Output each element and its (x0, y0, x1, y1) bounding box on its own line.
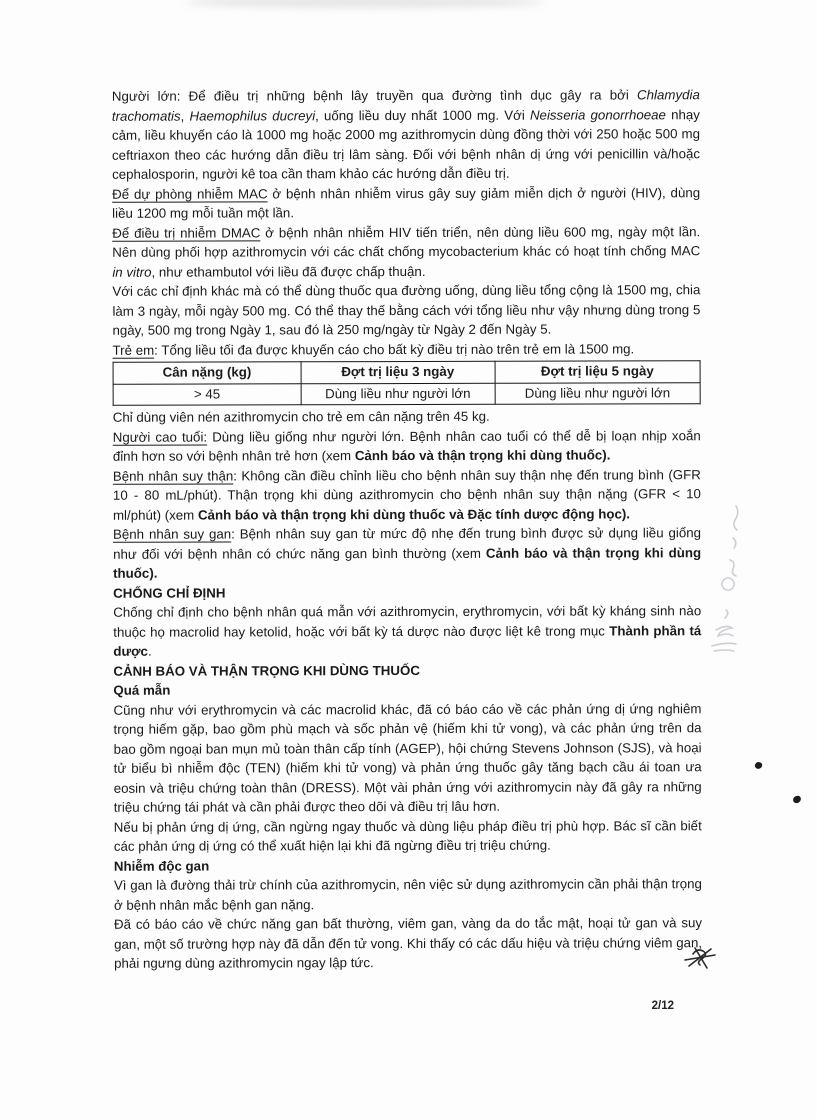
text-segment: CẢNH BÁO VÀ THẬN TRỌNG KHI DÙNG THUỐC (113, 662, 420, 679)
table-cell: > 45 (113, 383, 301, 405)
text-segment: CHỐNG CHỈ ĐỊNH (113, 584, 226, 601)
text-segment: ở bệnh nhân nhiễm HIV tiến triển, nên dùng liều 600 mg, ngày một lần. Nên dùng phối hợp azithromycin với các chất chống mycobacterium khác có hoạt tính chống MAC (112, 223, 701, 260)
hypersensitivity-paragraph-2 (114, 816, 702, 857)
text-segment: Để dự phòng nhiễm MAC (112, 185, 268, 202)
text-segment: Chlamydia trachomatis (111, 87, 700, 124)
text-segment: Haemophilus ducreyi (189, 107, 316, 124)
text-segment: Bệnh nhân suy gan (112, 526, 232, 542)
table-cell: Dùng liều như người lớn (495, 382, 701, 404)
text-segment: in vitro (112, 264, 152, 280)
text-segment: Dùng liều giống như người lớn. Bệnh nhân cao tuổi có thể dễ bị loạn nhịp xoắn đỉnh hơn so với bệnh nhân trẻ hơn (xem (112, 427, 701, 464)
ink-speck (754, 761, 763, 770)
hypersensitivity-paragraph-1 (113, 699, 701, 818)
document-body (112, 85, 702, 973)
table-row (113, 382, 700, 405)
text-segment: Bệnh nhân suy thận (112, 467, 234, 484)
text-segment: Quá mẫn (113, 682, 171, 698)
text-segment: Cảnh báo và thận trọng khi dùng thuốc). (354, 447, 611, 464)
table-header-cell: Đợt trị liệu 3 ngày (301, 361, 495, 383)
text-segment: Với các chỉ định khác mà có thể dùng thuốc qua đường uống, dùng liều tổng cộng là 1500 mg, chia làm 3 ngày, mỗi ngày 500 mg. Có thể thay thế bằng cách với tổng liều như vậy nhưng dùng trong 5 ngày, 500 mg trong Ngày 1, sau đó là 250 mg/ngày từ Ngày 2 đến Ngày 5. (112, 282, 701, 338)
page-number: 2/12 (651, 1000, 674, 1012)
text-segment: : Không cần điều chỉnh liều cho bệnh nhân suy thận nhẹ đến trung bình (GFR 10 - 80 mL/phút). Thận trọng khi dùng azithromycin cho bệnh nhân suy thận nặng (GFR < 10 ml/phút) (xem (112, 466, 701, 523)
text-segment: Để điều trị nhiễm DMAC (112, 224, 261, 241)
mac-prophylaxis-paragraph (112, 183, 700, 224)
children-dosing-paragraph (113, 339, 701, 360)
handwritten-scribble-icon (683, 944, 719, 972)
text-segment: : Tổng liều tối đa được khuyến cáo cho bất kỳ điều trị nào trên trẻ em là 1500 mg. (154, 340, 635, 358)
dmac-treatment-paragraph (112, 222, 700, 282)
text-segment: . (147, 643, 152, 659)
elderly-paragraph (113, 426, 701, 467)
hepatotoxicity-paragraph-2 (114, 913, 702, 973)
text-segment: nhạy cảm, liều khuyến cáo là 1000 mg hoặc 2000 mg azithromycin dùng đồng thời với 250 hoặc 500 mg ceftriaxon theo các hướng dẫn điều trị lâm sàng. Đối với bệnh nhân dị ứng với penicillin và/hoặc cephalosporin, người kê toa cần tham khảo các hướng dẫn điều trị. (111, 106, 701, 182)
text-segment: Đã có báo cáo về chức năng gan bất thường, viêm gan, vàng da do tắc mật, hoại tử gan và suy gan, một số trường hợp này đã dẫn đến tử vong. Khi thấy có các dấu hiệu và triệu chứng viêm gan, phải ngưng dùng azithromycin ngay lập tức. (114, 915, 703, 971)
ink-speck (792, 795, 802, 804)
text-segment: Cũng như với erythromycin và các macrolid khác, đã có báo cáo về các phản ứng dị ứng nghiêm trọng hiếm gặp, bao gồm phù mạch và sốc phản vệ (hiếm khi tử vong), và các phản ứng trên da bao gồm ngoại ban mụn mủ toàn thân cấp tính (AGEP), hội chứng Stevens Johnson (SJS), và hoại tử biểu bì nhiễm độc (TEN) (hiếm khi tử vong) và phản ứng thuốc gây tăng bạch cầu ái toan ưa eosin và triệu chứng toàn thân (DRESS). Một vài phản ứng với azithromycin này đã gây ra những triệu chứng tái phát và cần phải được theo dõi và điều trị lâu hơn. (113, 700, 702, 815)
subheading-hypersensitivity (113, 679, 701, 700)
hepatic-impairment-paragraph (113, 523, 701, 583)
renal-impairment-paragraph (113, 465, 701, 525)
hepatotoxicity-paragraph-1 (114, 874, 702, 915)
text-segment: ở bệnh nhân nhiễm virus gây suy giảm miễn dịch ở người (HIV), dùng liều 1200 mg mỗi tuần một lần. (112, 184, 701, 221)
text-segment: , uống liều duy nhất 1000 mg. Với (315, 107, 530, 123)
contraindications-paragraph (113, 601, 701, 661)
text-segment: Chống chỉ định cho bệnh nhân quá mẫn với azithromycin, erythromycin, với bất kỳ kháng sinh nào thuộc họ macrolid hay ketolid, hoặc với bất kỳ tá dược nào được liệt kê trong mục (113, 603, 702, 640)
heading-warnings-precautions (113, 660, 701, 681)
table-header-cell: Đợt trị liệu 5 ngày (495, 361, 701, 383)
text-segment: Neisseria gonorrhoeae (529, 106, 666, 123)
text-segment: Người cao tuổi: (112, 429, 208, 445)
subheading-hepatotoxicity (114, 855, 702, 876)
text-segment: Chỉ dùng viên nén azithromycin cho trẻ em cân nặng trên 45 kg. (112, 408, 490, 425)
text-segment: Cảnh báo và thận trọng khi dùng thuốc và Đặc tính dược động học). (197, 505, 630, 523)
text-segment: , (180, 108, 190, 124)
adults-dosing-paragraph (112, 85, 700, 184)
text-segment: Cảnh báo và thận trọng khi dùng thuốc). (113, 544, 702, 581)
table-header-cell: Cân nặng (kg) (113, 362, 301, 384)
text-segment: Trẻ em (112, 342, 155, 358)
text-segment: Người lớn: Để điều trị những bệnh lây truyền qua đường tình dục gây ra bởi (111, 87, 638, 104)
text-segment: Nhiễm độc gan (113, 858, 210, 874)
heading-contraindications (113, 582, 701, 603)
text-segment: , như ethambutol với liều đã được chấp thuận. (151, 263, 426, 280)
text-segment: Vì gan là đường thải trừ chính của azithromycin, nên việc sử dụng azithromycin cần phải thận trọng ở bệnh nhân mắc bệnh gan nặng. (113, 876, 702, 913)
table-cell: Dùng liều như người lớn (301, 383, 495, 405)
pediatric-dosage-table (113, 360, 701, 406)
text-segment: Thành phần tá dược (113, 622, 702, 659)
tablet-note-paragraph (113, 406, 701, 427)
text-segment: : Bệnh nhân suy gan từ mức độ nhẹ đến trung bình được sử dụng liều giống như đối với bệnh nhân có chức năng gan bình thường (xem (113, 525, 702, 562)
other-indications-paragraph (112, 280, 700, 340)
table-header-row (113, 361, 700, 384)
scan-smudge (185, 0, 545, 8)
text-segment: Nếu bị phản ứng dị ứng, cần ngừng ngay thuốc và dùng liệu pháp điều trị phù hợp. Bác sĩ cần biết các phản ứng dị ứng có thể xuất hiện lại khi đã ngừng điều trị triệu chứng. (113, 817, 702, 854)
handwritten-margin-note-icon (706, 498, 754, 668)
